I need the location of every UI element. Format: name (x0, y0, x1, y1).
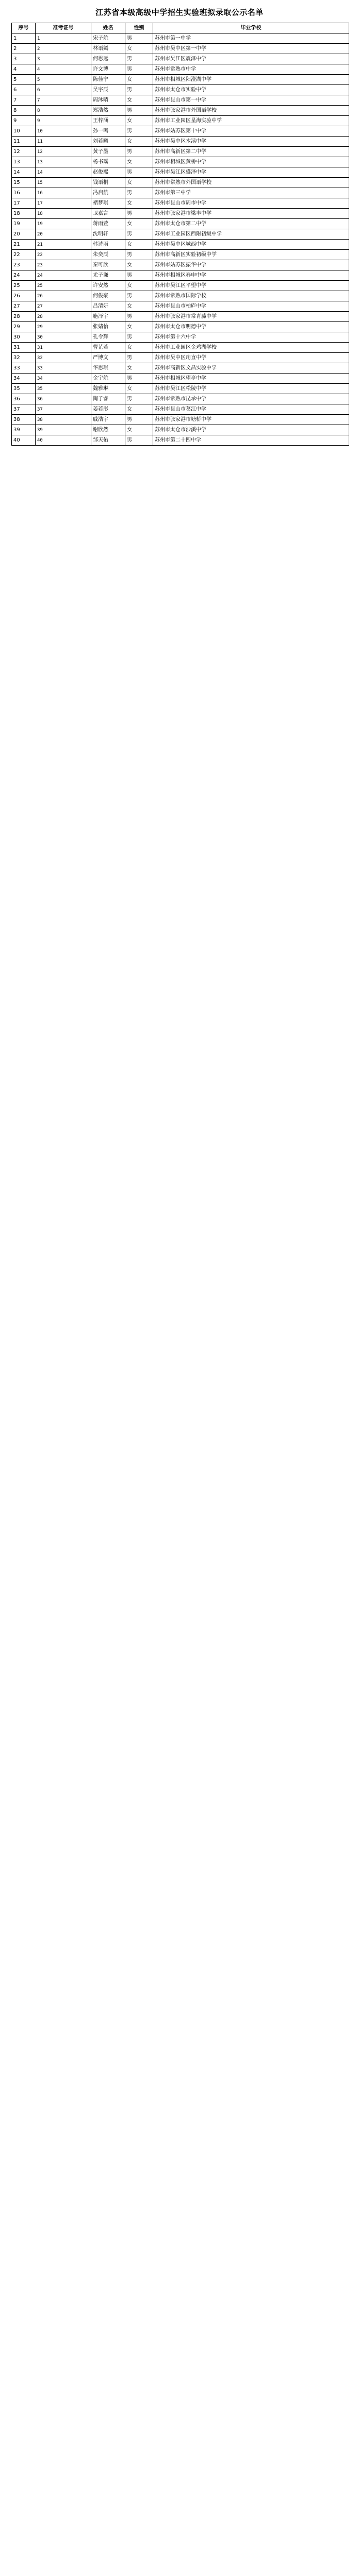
cell-name: 金宇航 (91, 374, 125, 384)
table-row (12, 33, 349, 44)
table-row (12, 157, 349, 167)
cell-school: 苏州市张家港市梁丰中学 (153, 209, 349, 219)
cell-seq: 7 (12, 95, 36, 106)
cell-gender: 女 (125, 219, 153, 229)
cell-name: 尤子谦 (91, 270, 125, 281)
cell-seq: 1 (12, 33, 36, 44)
cell-name: 郑浩然 (91, 106, 125, 116)
cell-seq: 23 (12, 260, 36, 270)
cell-gender: 女 (125, 260, 153, 270)
cell-exam-id: 6 (36, 85, 91, 95)
cell-gender: 女 (125, 240, 153, 250)
cell-name: 赵俊熙 (91, 167, 125, 178)
cell-gender: 男 (125, 106, 153, 116)
cell-exam-id: 1 (36, 33, 91, 44)
cell-name: 何思远 (91, 54, 125, 64)
cell-name: 冯启航 (91, 188, 125, 198)
cell-exam-id: 37 (36, 404, 91, 415)
cell-exam-id: 23 (36, 260, 91, 270)
cell-gender: 女 (125, 137, 153, 147)
cell-exam-id: 34 (36, 374, 91, 384)
cell-exam-id: 32 (36, 353, 91, 363)
cell-gender: 男 (125, 64, 153, 75)
cell-name: 沈明轩 (91, 229, 125, 240)
cell-school: 苏州市常熟市中学 (153, 64, 349, 75)
cell-gender: 男 (125, 147, 153, 157)
cell-school: 苏州市昆山市周市中学 (153, 198, 349, 209)
cell-school: 苏州市相城区望亭中学 (153, 374, 349, 384)
cell-seq: 31 (12, 343, 36, 353)
cell-school: 苏州市常熟市国际学校 (153, 291, 349, 301)
cell-seq: 14 (12, 167, 36, 178)
cell-school: 苏州市第十六中学 (153, 332, 349, 343)
cell-seq: 22 (12, 250, 36, 260)
cell-name: 陈佳宁 (91, 75, 125, 85)
cell-exam-id: 10 (36, 126, 91, 137)
cell-exam-id: 22 (36, 250, 91, 260)
table-row (12, 240, 349, 250)
cell-seq: 21 (12, 240, 36, 250)
table-row (12, 332, 349, 343)
cell-exam-id: 20 (36, 229, 91, 240)
cell-name: 华思琪 (91, 363, 125, 374)
cell-seq: 28 (12, 312, 36, 322)
cell-name: 姜若彤 (91, 404, 125, 415)
cell-seq: 12 (12, 147, 36, 157)
cell-seq: 26 (12, 291, 36, 301)
cell-gender: 女 (125, 75, 153, 85)
cell-exam-id: 19 (36, 219, 91, 229)
table-row (12, 126, 349, 137)
cell-school: 苏州市高新区文昌实验中学 (153, 363, 349, 374)
cell-exam-id: 5 (36, 75, 91, 85)
cell-exam-id: 35 (36, 384, 91, 394)
cell-seq: 2 (12, 44, 36, 54)
cell-exam-id: 38 (36, 415, 91, 425)
cell-school: 苏州市吴江区盛泽中学 (153, 167, 349, 178)
cell-gender: 男 (125, 167, 153, 178)
table-row (12, 54, 349, 64)
cell-exam-id: 12 (36, 147, 91, 157)
cell-name: 曹芷若 (91, 343, 125, 353)
table-row (12, 343, 349, 353)
cell-name: 钱语桐 (91, 178, 125, 188)
cell-name: 杨书瑶 (91, 157, 125, 167)
cell-school: 苏州市吴江区松陵中学 (153, 384, 349, 394)
table-row (12, 209, 349, 219)
cell-gender: 女 (125, 281, 153, 291)
table-row (12, 167, 349, 178)
cell-exam-id: 16 (36, 188, 91, 198)
cell-school: 苏州市吴江区平望中学 (153, 281, 349, 291)
cell-exam-id: 26 (36, 291, 91, 301)
cell-school: 苏州市高新区实验初级中学 (153, 250, 349, 260)
cell-gender: 男 (125, 374, 153, 384)
table-row (12, 198, 349, 209)
cell-name: 魏雅琳 (91, 384, 125, 394)
cell-school: 苏州市第三中学 (153, 188, 349, 198)
header-name: 姓名 (91, 23, 125, 33)
cell-school: 苏州市吴中区第一中学 (153, 44, 349, 54)
cell-seq: 15 (12, 178, 36, 188)
table-row (12, 85, 349, 95)
cell-gender: 男 (125, 54, 153, 64)
cell-exam-id: 9 (36, 116, 91, 126)
cell-name: 谢欣然 (91, 425, 125, 435)
table-header (12, 23, 349, 33)
table-row (12, 415, 349, 425)
cell-name: 孙一鸣 (91, 126, 125, 137)
cell-school: 苏州市张家港市外国语学校 (153, 106, 349, 116)
cell-seq: 10 (12, 126, 36, 137)
cell-seq: 30 (12, 332, 36, 343)
cell-gender: 男 (125, 291, 153, 301)
cell-seq: 27 (12, 301, 36, 312)
cell-seq: 40 (12, 435, 36, 446)
cell-school: 苏州市常熟市外国语学校 (153, 178, 349, 188)
cell-gender: 男 (125, 229, 153, 240)
cell-exam-id: 8 (36, 106, 91, 116)
cell-exam-id: 31 (36, 343, 91, 353)
cell-name: 许文博 (91, 64, 125, 75)
header-exam-id: 准考证号 (36, 23, 91, 33)
header-school: 毕业学校 (153, 23, 349, 33)
cell-seq: 35 (12, 384, 36, 394)
cell-school: 苏州市高新区第二中学 (153, 147, 349, 157)
header-row (12, 23, 349, 33)
cell-gender: 男 (125, 209, 153, 219)
cell-school: 苏州市相城区春申中学 (153, 270, 349, 281)
table-row (12, 312, 349, 322)
table-row (12, 394, 349, 404)
cell-school: 苏州市昆山市第一中学 (153, 95, 349, 106)
cell-seq: 5 (12, 75, 36, 85)
cell-school: 苏州市太仓市明德中学 (153, 322, 349, 332)
cell-seq: 6 (12, 85, 36, 95)
cell-school: 苏州市吴江区震泽中学 (153, 54, 349, 64)
table-row (12, 229, 349, 240)
cell-name: 刘若曦 (91, 137, 125, 147)
table-row (12, 95, 349, 106)
cell-seq: 13 (12, 157, 36, 167)
cell-seq: 24 (12, 270, 36, 281)
cell-school: 苏州市相城区阳澄湖中学 (153, 75, 349, 85)
cell-exam-id: 2 (36, 44, 91, 54)
cell-seq: 39 (12, 425, 36, 435)
cell-exam-id: 13 (36, 157, 91, 167)
cell-exam-id: 14 (36, 167, 91, 178)
roster-table (11, 23, 349, 446)
cell-seq: 29 (12, 322, 36, 332)
table-row (12, 75, 349, 85)
cell-seq: 32 (12, 353, 36, 363)
cell-exam-id: 36 (36, 394, 91, 404)
cell-name: 戚浩宇 (91, 415, 125, 425)
cell-name: 施泽宇 (91, 312, 125, 322)
cell-gender: 男 (125, 270, 153, 281)
cell-name: 张婧怡 (91, 322, 125, 332)
cell-seq: 8 (12, 106, 36, 116)
cell-exam-id: 15 (36, 178, 91, 188)
table-body (12, 33, 349, 446)
cell-name: 褚梦琪 (91, 198, 125, 209)
table-row (12, 106, 349, 116)
table-row (12, 301, 349, 312)
cell-school: 苏州市工业园区西附初级中学 (153, 229, 349, 240)
cell-seq: 20 (12, 229, 36, 240)
cell-gender: 女 (125, 198, 153, 209)
cell-school: 苏州市张家港市常青藤中学 (153, 312, 349, 322)
cell-gender: 女 (125, 384, 153, 394)
cell-school: 苏州市张家港市塘桥中学 (153, 415, 349, 425)
cell-exam-id: 28 (36, 312, 91, 322)
cell-exam-id: 21 (36, 240, 91, 250)
cell-exam-id: 33 (36, 363, 91, 374)
cell-gender: 女 (125, 363, 153, 374)
cell-seq: 3 (12, 54, 36, 64)
cell-gender: 女 (125, 178, 153, 188)
cell-exam-id: 7 (36, 95, 91, 106)
cell-exam-id: 27 (36, 301, 91, 312)
table-row (12, 116, 349, 126)
cell-seq: 34 (12, 374, 36, 384)
cell-seq: 33 (12, 363, 36, 374)
cell-seq: 4 (12, 64, 36, 75)
table-row (12, 250, 349, 260)
cell-seq: 17 (12, 198, 36, 209)
cell-seq: 19 (12, 219, 36, 229)
table-row (12, 64, 349, 75)
cell-name: 吴宇辰 (91, 85, 125, 95)
cell-gender: 女 (125, 116, 153, 126)
cell-gender: 男 (125, 188, 153, 198)
cell-school: 苏州市太仓市实验中学 (153, 85, 349, 95)
cell-gender: 女 (125, 404, 153, 415)
cell-school: 苏州市太仓市沙溪中学 (153, 425, 349, 435)
cell-name: 宋子航 (91, 33, 125, 44)
cell-gender: 男 (125, 394, 153, 404)
cell-seq: 25 (12, 281, 36, 291)
header-seq: 序号 (12, 23, 36, 33)
table-row (12, 353, 349, 363)
table-row (12, 137, 349, 147)
cell-gender: 男 (125, 353, 153, 363)
cell-seq: 37 (12, 404, 36, 415)
cell-school: 苏州市工业园区金鸡湖学校 (153, 343, 349, 353)
table-row (12, 219, 349, 229)
cell-gender: 男 (125, 435, 153, 446)
table-row (12, 147, 349, 157)
cell-name: 何俊豪 (91, 291, 125, 301)
cell-school: 苏州市第二十四中学 (153, 435, 349, 446)
cell-exam-id: 24 (36, 270, 91, 281)
cell-exam-id: 29 (36, 322, 91, 332)
cell-name: 邹天佑 (91, 435, 125, 446)
table-row (12, 363, 349, 374)
cell-name: 周沐晴 (91, 95, 125, 106)
cell-gender: 女 (125, 343, 153, 353)
cell-name: 孔令辉 (91, 332, 125, 343)
table-row (12, 404, 349, 415)
cell-school: 苏州市昆山市柏庐中学 (153, 301, 349, 312)
cell-name: 韩诗雨 (91, 240, 125, 250)
cell-seq: 16 (12, 188, 36, 198)
table-row (12, 291, 349, 301)
cell-exam-id: 25 (36, 281, 91, 291)
cell-gender: 男 (125, 126, 153, 137)
table-row (12, 374, 349, 384)
cell-school: 苏州市吴中区木渎中学 (153, 137, 349, 147)
cell-seq: 11 (12, 137, 36, 147)
cell-gender: 男 (125, 33, 153, 44)
cell-gender: 女 (125, 301, 153, 312)
table-row (12, 260, 349, 270)
cell-name: 朱奕辰 (91, 250, 125, 260)
cell-name: 黄子墨 (91, 147, 125, 157)
table-row (12, 384, 349, 394)
cell-school: 苏州市吴中区甪直中学 (153, 353, 349, 363)
table-row (12, 425, 349, 435)
table-row (12, 322, 349, 332)
cell-name: 吕清妍 (91, 301, 125, 312)
cell-gender: 男 (125, 250, 153, 260)
cell-gender: 男 (125, 312, 153, 322)
roster-table-container (11, 23, 349, 446)
cell-school: 苏州市姑苏区第十中学 (153, 126, 349, 137)
cell-name: 卫嘉言 (91, 209, 125, 219)
cell-school: 苏州市太仓市第二中学 (153, 219, 349, 229)
cell-exam-id: 40 (36, 435, 91, 446)
table-row (12, 188, 349, 198)
cell-seq: 36 (12, 394, 36, 404)
cell-name: 蒋雨萱 (91, 219, 125, 229)
cell-school: 苏州市吴中区城西中学 (153, 240, 349, 250)
cell-name: 林语嫣 (91, 44, 125, 54)
cell-seq: 9 (12, 116, 36, 126)
cell-gender: 女 (125, 322, 153, 332)
cell-exam-id: 18 (36, 209, 91, 219)
table-row (12, 281, 349, 291)
cell-name: 王梓涵 (91, 116, 125, 126)
cell-gender: 女 (125, 95, 153, 106)
cell-gender: 女 (125, 425, 153, 435)
cell-exam-id: 39 (36, 425, 91, 435)
cell-exam-id: 4 (36, 64, 91, 75)
cell-gender: 男 (125, 332, 153, 343)
cell-exam-id: 17 (36, 198, 91, 209)
cell-school: 苏州市昆山市葛江中学 (153, 404, 349, 415)
cell-school: 苏州市第一中学 (153, 33, 349, 44)
cell-name: 陶子睿 (91, 394, 125, 404)
cell-school: 苏州市常熟市昆承中学 (153, 394, 349, 404)
cell-gender: 男 (125, 415, 153, 425)
cell-exam-id: 30 (36, 332, 91, 343)
cell-seq: 38 (12, 415, 36, 425)
table-row (12, 44, 349, 54)
page-title: 江苏省本级高级中学招生实验班拟录取公示名单 (95, 8, 264, 17)
cell-name: 秦可欣 (91, 260, 125, 270)
table-row (12, 435, 349, 446)
header-gender: 性别 (125, 23, 153, 33)
cell-school: 苏州市相城区黄桥中学 (153, 157, 349, 167)
cell-seq: 18 (12, 209, 36, 219)
cell-gender: 女 (125, 44, 153, 54)
cell-exam-id: 3 (36, 54, 91, 64)
cell-school: 苏州市工业园区星海实验中学 (153, 116, 349, 126)
table-row (12, 178, 349, 188)
cell-name: 许安然 (91, 281, 125, 291)
cell-name: 严博文 (91, 353, 125, 363)
cell-school: 苏州市姑苏区振华中学 (153, 260, 349, 270)
cell-gender: 女 (125, 157, 153, 167)
cell-exam-id: 11 (36, 137, 91, 147)
table-row (12, 270, 349, 281)
cell-gender: 男 (125, 85, 153, 95)
